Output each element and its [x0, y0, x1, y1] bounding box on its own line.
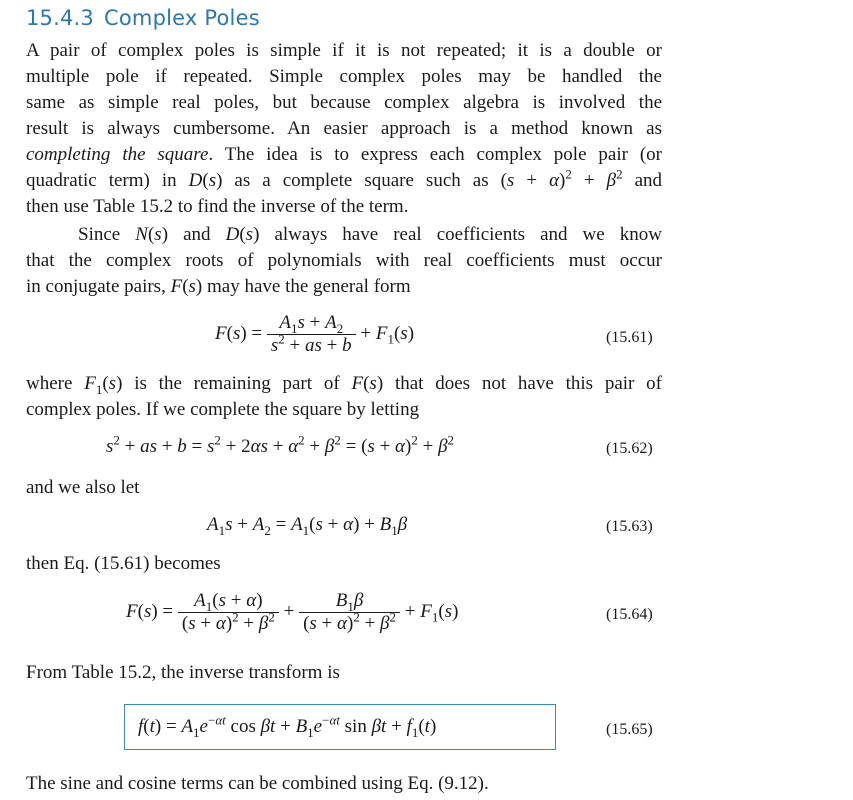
section-title: Complex Poles — [104, 6, 260, 30]
equation-15-65: $f(t) = A_1e^{-\alpha t}$ $\cos \beta t + B_1e^{-\alpha t}$ $\sin \beta t + f_1(t)$ — [138, 712, 437, 740]
text-line: From Table 15.2, the inverse transform is — [26, 662, 340, 683]
text-line: that the complex roots of polynomials with real coefficients must occur — [26, 250, 662, 271]
section-heading — [26, 6, 260, 30]
text-line: complex poles. If we complete the square by letting — [26, 399, 420, 420]
equation-15-63: $A_1s + A_2 = A_1(s + \alpha) + B_1\beta$ — [207, 514, 408, 538]
text-line: and we also let — [26, 477, 140, 498]
paragraph-remaining — [26, 371, 662, 423]
paragraph-also-let — [26, 475, 662, 501]
equation-number: (15.63) — [606, 518, 653, 535]
text-line: completing the square. The idea is to express each complex pole pair (or — [26, 144, 662, 165]
equation-15-61: F(s) = $\frac{A_1s + A_2}{s^2 + as + b}$ + $F_1(s)$ — [215, 312, 415, 356]
italic-term: completing the square — [26, 144, 209, 165]
text-line: Since N(s) and D(s) always have real coefficients and we know — [78, 224, 662, 245]
equation-number: (15.65) — [606, 721, 653, 738]
text-line: then use Table 15.2 to find the inverse of the term. — [26, 196, 409, 217]
fraction: $\frac{A_1(s + \alpha)}{(s + \alpha)^2 + \beta^2}$ — [178, 590, 279, 635]
fraction: $\frac{A_1s + A_2}{s^2 + as + b}$ — [267, 312, 356, 357]
equation-number: (15.61) — [606, 329, 653, 346]
text-line: then Eq. (15.61) becomes — [26, 553, 221, 574]
paragraph-inverse — [26, 660, 662, 686]
text-line: quadratic term) in D(s) as a complete square such as $(s + \alpha)^2 + \beta^2$ and — [26, 166, 663, 191]
text-line: in conjugate pairs, F(s) may have the general form — [26, 276, 411, 297]
paragraph-intro — [26, 38, 662, 220]
text-line: A pair of complex poles is simple if it is not repeated; it is a double or — [26, 40, 662, 61]
equation-number: (15.64) — [606, 606, 653, 623]
text-line: result is always cumbersome. An easier approach is a method known as — [26, 118, 662, 139]
equation-number: (15.62) — [606, 440, 653, 457]
section-number: 15.4.3 — [26, 6, 94, 30]
text-line: where $F_1(s)$ is the remaining part of F(s) that does not have this pair of — [26, 373, 663, 397]
text-line: same as simple real poles, but because complex algebra is involved the — [26, 92, 662, 113]
math-inline: D — [188, 170, 203, 191]
text-line: The sine and cosine terms can be combined using Eq. (9.12). — [26, 773, 489, 794]
paragraph-becomes — [26, 551, 662, 577]
equation-15-62: $s^2$ + as + $b = s^2 + 2\alpha s + \alpha^2 + \beta^2 = (s + \alpha)^2 + \beta^2$ — [106, 432, 455, 457]
paragraph-combined — [26, 771, 662, 797]
paragraph-conjugate — [26, 222, 662, 300]
fraction: $\frac{B_1\beta}{(s + \alpha)^2 + \beta^2}$ — [299, 590, 400, 635]
equation-15-64: F(s) = $\frac{A_1(s + \alpha)}{(s + \alpha)^2 + \beta^2}$ + $\frac{B_1\beta}{(s + \alpha)^2 + \beta^2}$ + $F_1(s)$ — [126, 590, 459, 634]
text-line: multiple pole if repeated. Simple complex poles may be handled the — [26, 66, 662, 87]
